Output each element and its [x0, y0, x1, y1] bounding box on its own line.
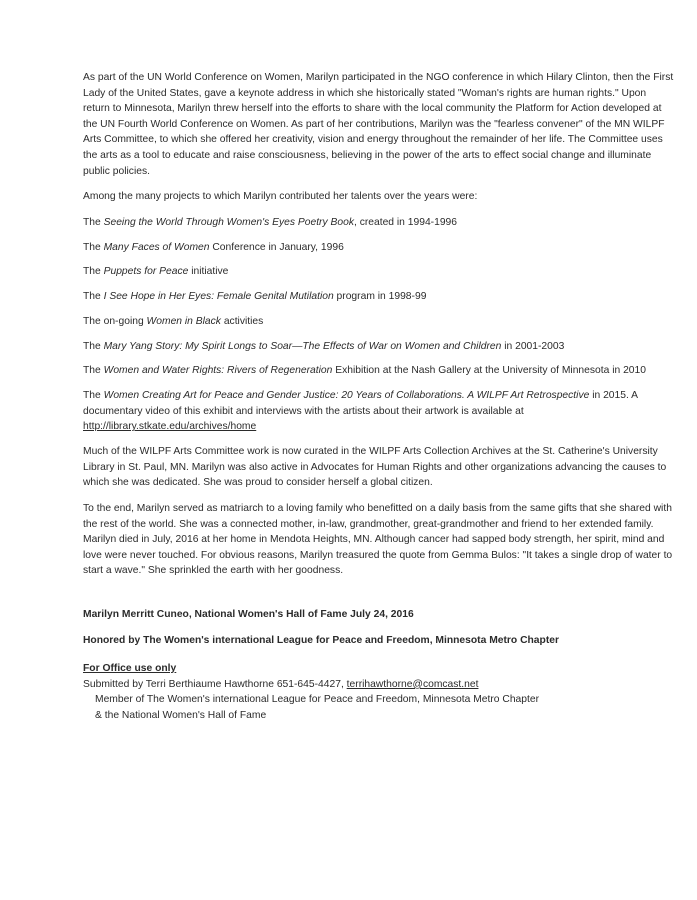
project-item: The Seeing the World Through Women's Eyes Poetry Book, created in 1994-1996: [83, 216, 458, 228]
honored-heading: Honored by The Women's international League for Peace and Freedom, Minnesota Metro Chapter: [83, 634, 559, 646]
project-item: The Puppets for Peace initiative: [83, 266, 229, 278]
archive-link[interactable]: http://library.stkate.edu/archives/home: [83, 421, 257, 433]
project-item: The I See Hope in Her Eyes: Female Genital Mutilation program in 1998-99: [83, 291, 427, 303]
office-use-section: [83, 661, 675, 723]
project-item: The on-going Women in Black activities: [83, 315, 264, 327]
projects-list: [83, 215, 675, 435]
project-item: The Women and Water Rights: Rivers of Regeneration Exhibition at the Nash Gallery at the University of Minnesota in 2010: [83, 365, 646, 377]
projects-intro: Among the many projects to which Marilyn contributed her talents over the years were:: [83, 191, 478, 203]
document-page: [83, 70, 675, 724]
project-item: The Mary Yang Story: My Spirit Longs to Soar—The Effects of War on Women and Children in 2001-2003: [83, 340, 565, 352]
email-link[interactable]: terrihawthorne@comcast.net: [346, 678, 479, 690]
archives-paragraph: Much of the WILPF Arts Committee work is now curated in the WILPF Arts Collection Archives at the St. Catherine's University Library in St. Paul, MN. Marilyn was also active in Advocates for Human Rights and other organizations advancing the causes to which she was dedicated. She was proud to consider herself a global citizen.: [83, 446, 667, 489]
office-use-title: For Office use only: [83, 663, 177, 675]
project-item: The Women Creating Art for Peace and Gender Justice: 20 Years of Collaborations. A WILPF Art Retrospective in 2015. A documentary video of this exhibit and interviews with the artists about their artwork is available at http://library.stkate.edu/archives/home: [83, 390, 638, 433]
member-line-2: & the National Women's Hall of Fame: [95, 709, 267, 721]
member-line-1: Member of The Women's international League for Peace and Freedom, Minnesota Metro Chapter: [95, 694, 540, 706]
submitted-by-line: Submitted by Terri Berthiaume Hawthorne 651-645-4427, terrihawthorne@comcast.net: [83, 678, 479, 690]
project-item: The Many Faces of Women Conference in January, 1996: [83, 241, 344, 253]
intro-paragraph: As part of the UN World Conference on Women, Marilyn participated in the NGO conference in which Hilary Clinton, then the First Lady of the United States, gave a keynote address in which she historically stated "Woman's rights are human rights." Upon return to Minnesota, Marilyn threw herself into the efforts to share with the local community the Platform for Action developed at the UN Fourth World Conference on Women. As part of her contributions, Marilyn was the "fearless convener" of the MN WILPF Arts Committee, to which she offered her creativity, vision and energy throughout the remainder of her life. The Committee uses the arts as a tool to educate and raise consciousness, believing in the power of the arts to effect social change and illuminate public policies.: [83, 72, 674, 177]
hall-of-fame-heading: Marilyn Merritt Cuneo, National Women's Hall of Fame July 24, 2016: [83, 608, 414, 620]
family-paragraph: To the end, Marilyn served as matriarch to a loving family who benefitted on a daily basis from the same gifts that she shared with the rest of the world. She was a connected mother, in-law, grandmother, great-grandmother and friend to her extended family. Marilyn died in July, 2016 at her home in Mendota Heights, MN. Although cancer had sapped body strength, her spirit, mind and love were never touched. For obvious reasons, Marilyn treasured the quote from Gemma Bulos: "It takes a single drop of water to start a wave." She sprinkled the earth with her goodness.: [83, 502, 673, 577]
